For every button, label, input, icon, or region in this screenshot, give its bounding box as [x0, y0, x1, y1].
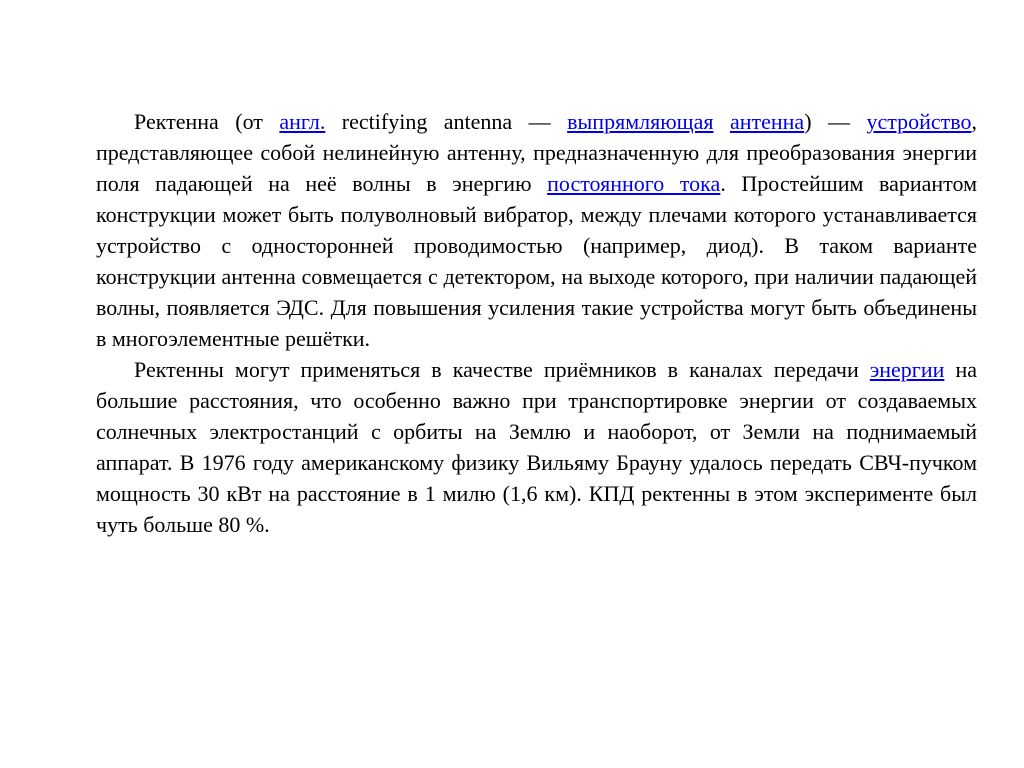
- document-body: [96, 106, 977, 540]
- paragraph-1: [96, 106, 977, 354]
- paragraph-2: [96, 354, 977, 540]
- text-segment: Ректенны могут применяться в качестве приёмников в каналах передачи: [134, 357, 870, 382]
- text-segment: [713, 109, 729, 134]
- link-energii[interactable]: энергии: [869, 357, 945, 382]
- text-segment: ) —: [804, 109, 867, 134]
- text-segment: . Простейшим вариантом конструкции может быть полуволновый вибратор, между плечами которого устанавливается устройство с односторонней проводимостью (например, диод). В таком варианте конструкции антенна совмещается с детектором, на выходе которого, при наличии падающей волны, появляется ЭДС. Для повышения усиления такие устройства могут быть объединены в многоэлементные решётки.: [96, 171, 978, 351]
- link-ustroystvo[interactable]: устройство: [866, 109, 972, 134]
- link-angl[interactable]: англ.: [279, 109, 326, 134]
- text-segment: Ректенна (от: [134, 109, 280, 134]
- text-segment: rectifying antenna —: [325, 109, 568, 134]
- link-postoyannogo-toka[interactable]: постоянного тока: [547, 171, 721, 196]
- text-segment: , представляющее собой нелинейную антенну, предназначенную для преобразования энергии поля падающей на неё волны в энергию: [96, 109, 977, 196]
- link-vypryamlyayushchaya[interactable]: выпрямляющая: [567, 109, 714, 134]
- text-segment: на большие расстояния, что особенно важно при транспортировке энергии от создаваемых солнечных электростанций с орбиты на Землю и наоборот, от Земли на поднимаемый аппарат. В 1976 году американскому физику Вильяму Брауну удалось передать СВЧ-пучком мощность 30 кВт на расстояние в 1 милю (1,6 км). КПД ректенны в этом эксперименте был чуть больше 80 %.: [96, 357, 977, 537]
- link-antenna[interactable]: антенна: [729, 109, 805, 134]
